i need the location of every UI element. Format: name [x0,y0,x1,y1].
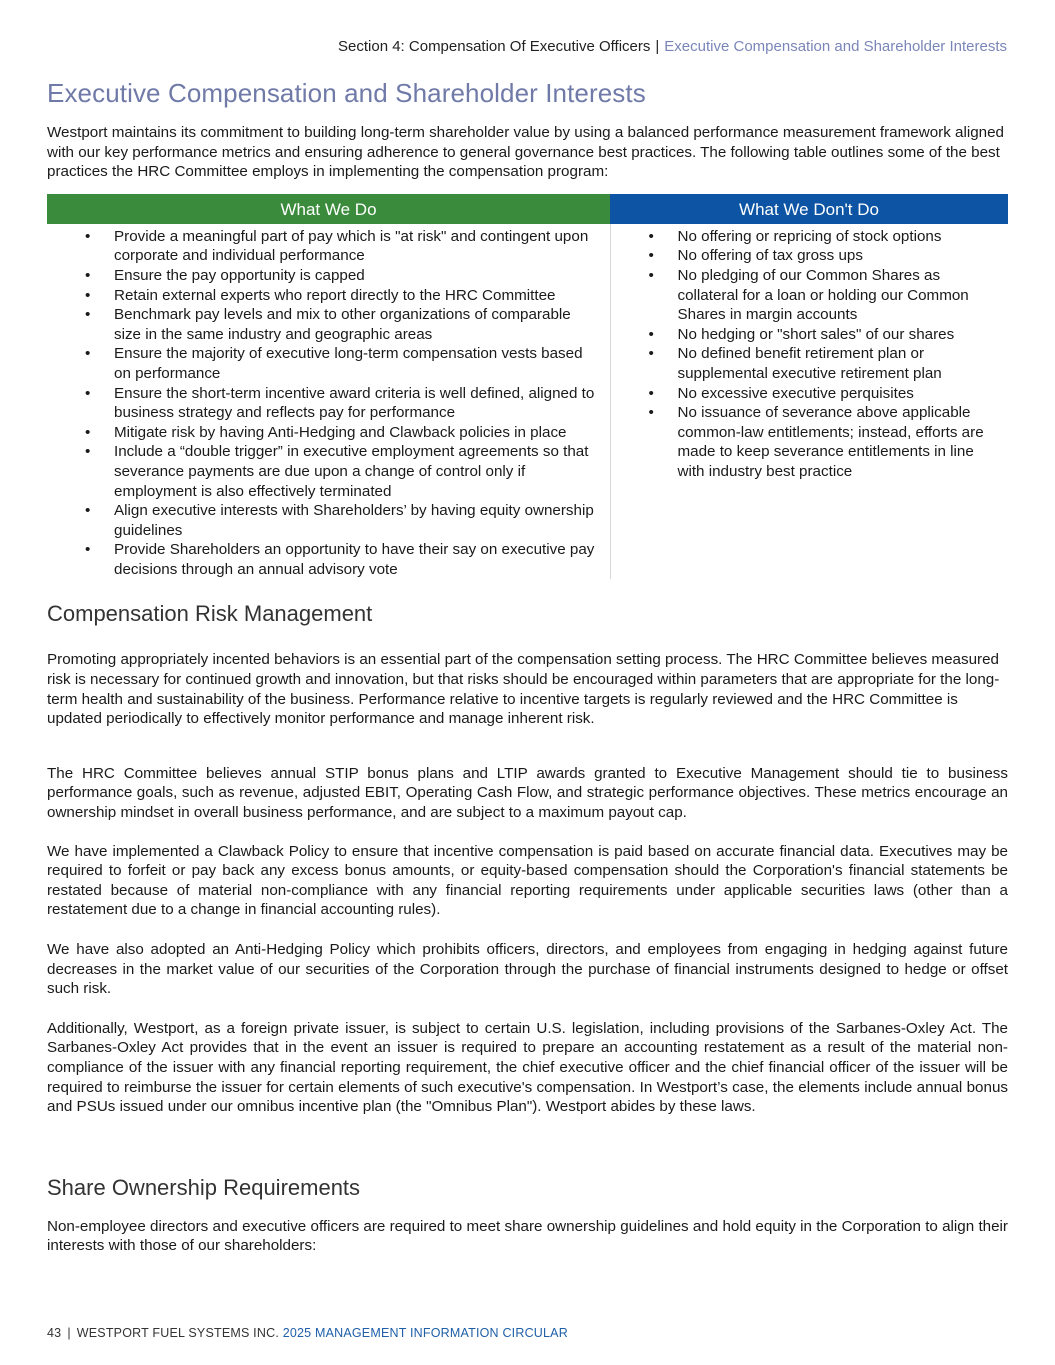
running-header [338,38,1007,55]
list-item: • Retain external experts who report directly to the HRC Committee [47,286,610,306]
ownership-paragraph: Non-employee directors and executive officers are required to meet share ownership guidelines and hold equity in the Corporation to align their interests with those of our shareholders: [47,1217,1008,1255]
risk-paragraph-4: We have also adopted an Anti-Hedging Policy which prohibits officers, directors, and employees from engaging in hedging against future decreases in the market value of our securities of the Corporation through the purchase of financial instruments designed to hedge or offset such risk. [47,941,1008,998]
page-number: 43 [47,1326,62,1340]
list-item: • No offering of tax gross ups [611,246,1009,266]
list-item: • Ensure the majority of executive long-term compensation vests based on performance [47,344,610,383]
list-item: • No defined benefit retirement plan or supplemental executive retirement plan [611,344,1009,383]
list-item: • Align executive interests with Shareholders’ by having equity ownership guidelines [47,501,610,540]
risk-paragraph-3: We have implemented a Clawback Policy to ensure that incentive compensation is paid based on accurate financial data. Executives may be required to forfeit or pay back any excess bonus amounts, or equity-based compensation should the Corporation's financial statements be restated because of material non-compliance with any financial reporting requirements under applicable securities laws (other than a restatement due to a change in financial accounting rules). [47,842,1008,919]
list-item: • Ensure the short-term incentive award criteria is well defined, aligned to business strategy and reflects pay for performance [47,384,610,423]
page-content [47,78,1008,1256]
risk-paragraph-1: Promoting appropriately incented behaviors is an essential part of the compensation setting process. The HRC Committee believes measured risk is necessary for continued growth and innovation, but that risks should be encouraged within parameters that are appropriate for the long-term health and sustainability of the business. Performance relative to incentive targets is regularly reviewed and the HRC Committee is updated periodically to effectively monitor performance and manage inherent risk. [47,651,1000,728]
footer-document: 2025 MANAGEMENT INFORMATION CIRCULAR [282,1326,568,1340]
risk-paragraph-2: The HRC Committee believes annual STIP bonus plans and LTIP awards granted to Executive Management should tie to business performance goals, such as revenue, adjusted EBIT, Operating Cash Flow, and strategic performance objectives. These metrics encourage an ownership mindset in overall business performance, and are subject to a maximum payout cap. [47,764,1008,822]
list-item: • Provide a meaningful part of pay which is "at risk" and contingent upon corporate and individual performance [47,227,610,266]
list-item: • Mitigate risk by having Anti-Hedging and Clawback policies in place [47,423,610,443]
list-item: • No excessive executive perquisites [611,384,1009,404]
what-we-dont-do-list [611,227,1009,482]
list-item: • No offering or repricing of stock options [611,227,1009,247]
what-we-do-cell [47,224,610,580]
ownership-section-title: Share Ownership Requirements [47,1174,361,1200]
footer-separator: | [67,1326,71,1340]
risk-section-title: Compensation Risk Management [47,601,373,627]
list-item: • No pledging of our Common Shares as collateral for a loan or holding our Common Shares in margin accounts [611,266,1009,325]
header-section: Section 4: Compensation Of Executive Officers [338,38,651,55]
footer-company: WESTPORT FUEL SYSTEMS INC. [76,1326,279,1340]
page-title: Executive Compensation and Shareholder Interests [47,78,646,108]
header-subsection: Executive Compensation and Shareholder Interests [664,38,1007,55]
list-item: • Ensure the pay opportunity is capped [47,266,610,286]
list-item: • No hedging or "short sales" of our shares [611,325,1009,345]
header-separator: | [655,38,660,55]
what-we-do-list [47,227,610,580]
what-we-dont-do-cell [610,224,1008,580]
list-item: • Provide Shareholders an opportunity to have their say on executive pay decisions through an annual advisory vote [47,540,610,579]
list-item: • No issuance of severance above applicable common-law entitlements; instead, efforts are made to keep severance entitlements in line with industry best practice [611,403,1009,481]
intro-paragraph: Westport maintains its commitment to building long-term shareholder value by using a balanced performance measurement framework aligned with our key performance metrics and ensuring adherence to general governance best practices. The following table outlines some of the best practices the HRC Committee employs in implementing the compensation program: [47,124,1004,181]
what-we-dont-do-header: What We Don't Do [610,194,1008,224]
risk-paragraph-5: Additionally, Westport, as a foreign private issuer, is subject to certain U.S. legislation, including provisions of the Sarbanes-Oxley Act. The Sarbanes-Oxley Act provides that in the event an issuer is required to prepare an accounting restatement as a result of the material non-compliance of the issuer with any financial reporting requirement, the chief executive officer and the chief financial officer of the issuer will be required to reimburse the issuer for certain elements of such executive's compensation. In Westport’s case, the elements include annual bonus and PSUs issued under our omnibus incentive plan (the "Omnibus Plan"). Westport abides by these laws. [47,1019,1008,1116]
list-item: • Include a “double trigger” in executive employment agreements so that severance payments are due upon a change of control only if employment is also effectively terminated [47,442,610,501]
list-item: • Benchmark pay levels and mix to other organizations of comparable size in the same industry and geographic areas [47,305,610,344]
practices-table [47,194,1008,580]
what-we-do-header: What We Do [47,194,610,224]
page-footer [47,1326,568,1340]
